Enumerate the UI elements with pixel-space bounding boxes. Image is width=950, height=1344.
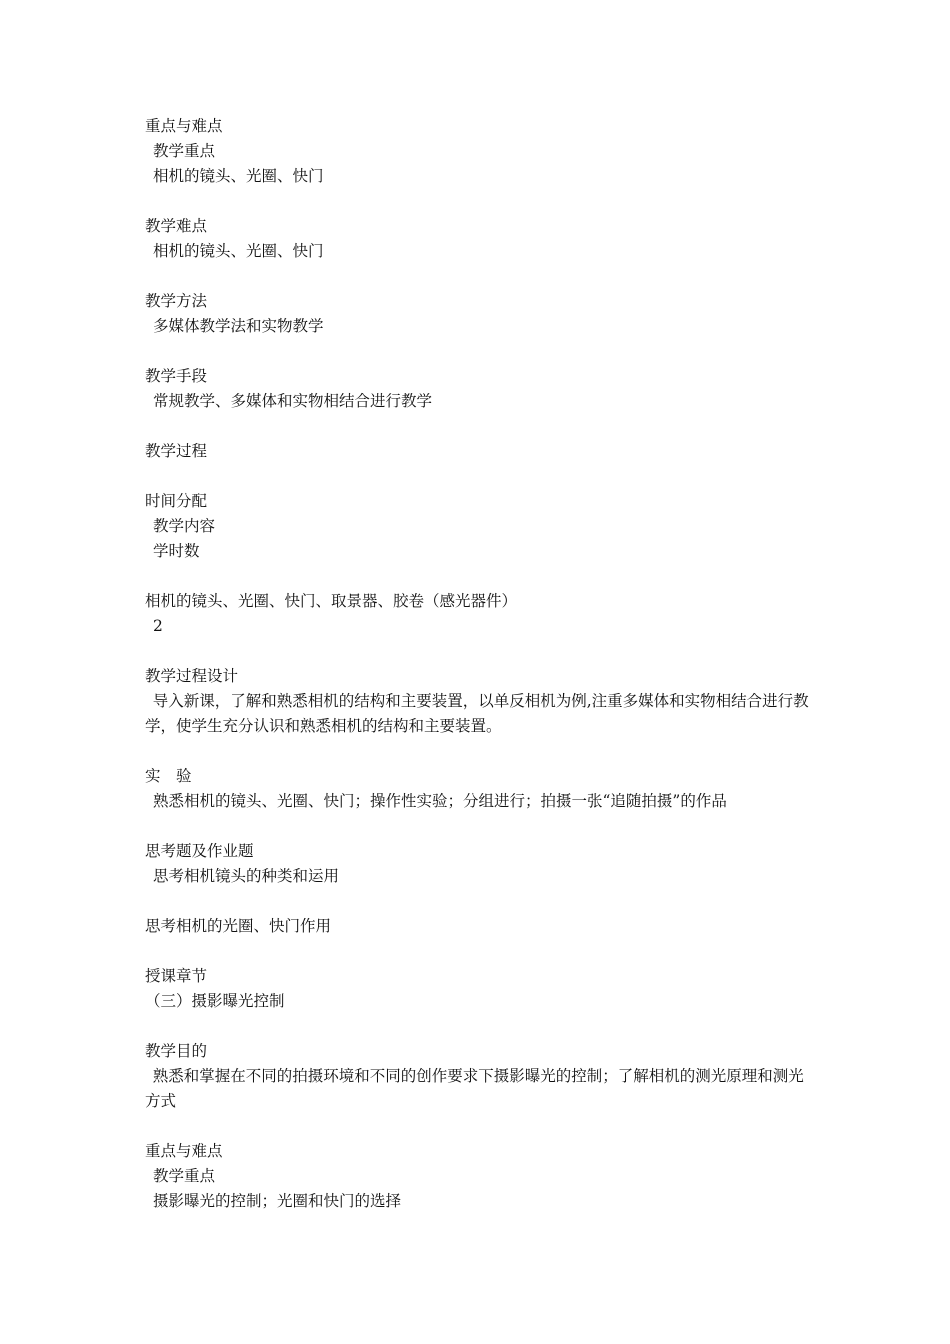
paragraph-text: 熟悉和掌握在不同的拍摄环境和不同的创作要求下摄影曝光的控制；了解相机的测光原理和测光方式 (145, 1067, 804, 1110)
spacer (145, 189, 810, 214)
section-teaching-process (145, 439, 810, 464)
section-aperture-shutter-question (145, 914, 810, 939)
spacer (145, 564, 810, 589)
spacer (145, 889, 810, 914)
section-time-allocation (145, 489, 810, 564)
section-heading: 思考题及作业题 (145, 842, 254, 860)
section-heading: 重点与难点 (145, 1142, 223, 1160)
spacer (145, 339, 810, 364)
spacer (145, 414, 810, 439)
subheading: 教学重点 (153, 1167, 216, 1185)
subheading: 教学重点 (153, 142, 216, 160)
content-line: 摄影曝光的控制；光圈和快门的选择 (153, 1192, 402, 1210)
paragraph (145, 689, 810, 739)
section-difficulties (145, 214, 810, 264)
content-line: 熟悉相机的镜头、光圈、快门；操作性实验；分组进行；拍摄一张“追随拍摄”的作品 (153, 792, 727, 810)
section-heading: 思考相机的光圈、快门作用 (145, 917, 332, 935)
section-homework (145, 839, 810, 889)
section-teaching-means (145, 364, 810, 414)
content-line: 教学内容 (153, 517, 216, 535)
content-line: 思考相机镜头的种类和运用 (153, 867, 340, 885)
content-line: （三）摄影曝光控制 (145, 992, 285, 1010)
section-camera-parts (145, 589, 810, 639)
content-line: 2 (153, 617, 163, 635)
section-heading: 授课章节 (145, 967, 208, 985)
spacer (145, 814, 810, 839)
section-heading: 时间分配 (145, 492, 208, 510)
spacer (145, 939, 810, 964)
section-process-design (145, 664, 810, 739)
content-line: 学时数 (153, 542, 200, 560)
section-heading: 教学过程设计 (145, 667, 239, 685)
section-key-points (145, 114, 810, 189)
content-line: 多媒体教学法和实物教学 (153, 317, 324, 335)
section-chapter (145, 964, 810, 1014)
paragraph-text: 导入新课，了解和熟悉相机的结构和主要装置，以单反相机为例,注重多媒体和实物相结合进行教学，使学生充分认识和熟悉相机的结构和主要装置。 (145, 692, 809, 735)
paragraph (145, 1064, 810, 1114)
section-teaching-goal (145, 1039, 810, 1114)
spacer (145, 739, 810, 764)
section-heading: 重点与难点 (145, 117, 223, 135)
section-teaching-method (145, 289, 810, 339)
section-experiment (145, 764, 810, 814)
section-heading: 教学难点 (145, 217, 208, 235)
section-heading: 教学过程 (145, 442, 208, 460)
section-heading: 实 验 (145, 767, 192, 785)
section-heading: 教学方法 (145, 292, 208, 310)
spacer (145, 1114, 810, 1139)
document-page (145, 114, 810, 1214)
section-heading: 教学手段 (145, 367, 208, 385)
section-key-points-2 (145, 1139, 810, 1214)
spacer (145, 639, 810, 664)
content-line: 相机的镜头、光圈、快门 (153, 167, 324, 185)
spacer (145, 464, 810, 489)
section-heading: 相机的镜头、光圈、快门、取景器、胶卷（感光器件） (145, 592, 518, 610)
section-heading: 教学目的 (145, 1042, 208, 1060)
content-line: 相机的镜头、光圈、快门 (153, 242, 324, 260)
spacer (145, 264, 810, 289)
spacer (145, 1014, 810, 1039)
content-line: 常规教学、多媒体和实物相结合进行教学 (153, 392, 433, 410)
